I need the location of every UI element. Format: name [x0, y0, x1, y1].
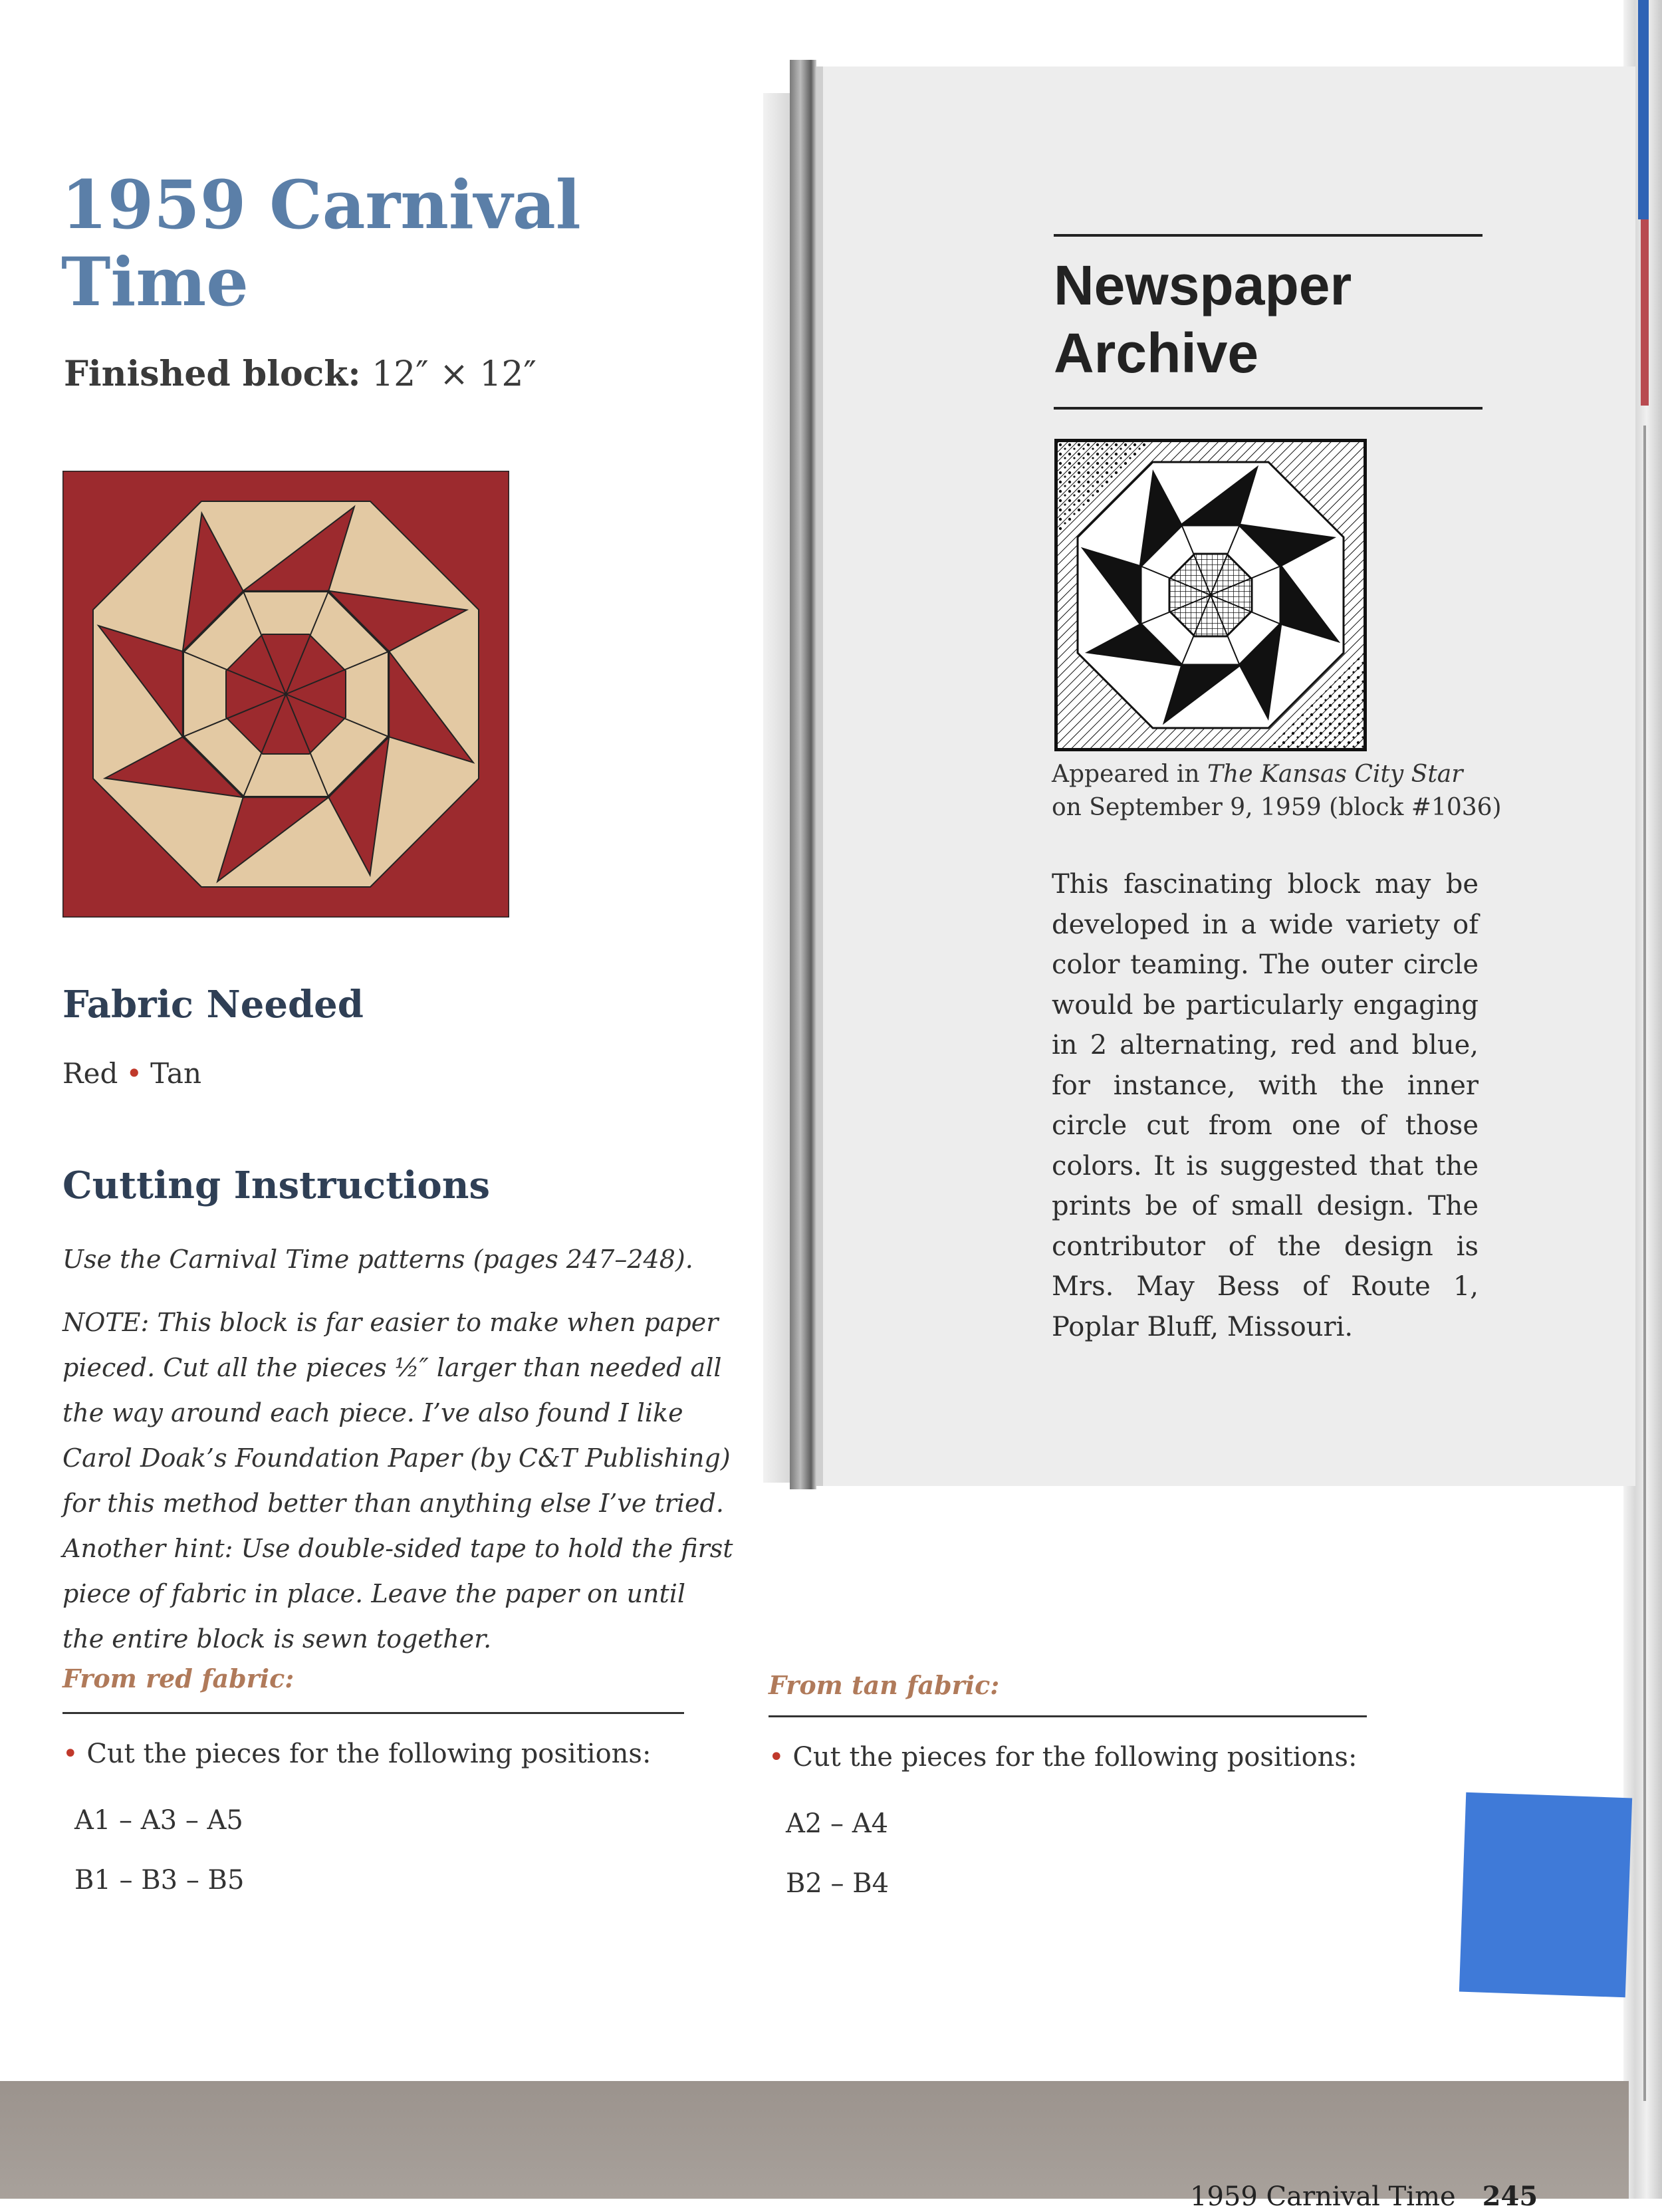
tan-fabric-heading: From tan fabric:	[769, 1670, 1000, 1700]
page-number: 245	[1482, 2181, 1538, 2212]
tan-fabric-bullet-text: Cut the pieces for the following positions:	[792, 1742, 1358, 1773]
archive-bottom-rule	[1054, 407, 1483, 410]
finished-size: 12″ × 12″	[372, 354, 536, 394]
archive-text: This fascinating block may be developed in a wide variety of color teaming. The outer circle would be particularly engaging in 2 alternating, red and blue, for instance, with the inner circle cut from one of those colors. It is suggested that the prints be of small design. The contributor of the design is Mrs. May Bess of Route 1, Poplar Bluff, Missouri.	[1052, 869, 1479, 1342]
page-footer	[1190, 2181, 1538, 2212]
blue-tape	[1459, 1792, 1632, 1998]
archive-caption	[1052, 758, 1502, 824]
archive-title-line-2: Archive	[1054, 322, 1259, 384]
running-title: 1959 Carnival Time	[1190, 2181, 1456, 2212]
red-positions-a: A1 – A3 – A5	[74, 1805, 243, 1836]
caption-date: on September 9, 1959 (block #1036)	[1052, 794, 1502, 821]
quilt-block-illustration	[62, 471, 509, 918]
red-fabric-heading: From red fabric:	[62, 1663, 295, 1693]
red-positions-b: B1 – B3 – B5	[74, 1865, 245, 1896]
tan-fabric-bullet	[769, 1742, 1357, 1773]
tan-positions-b: B2 – B4	[786, 1868, 890, 1899]
red-fabric-bullet-text: Cut the pieces for the following positions:	[86, 1739, 652, 1769]
fabric-needed-heading: Fabric Needed	[62, 983, 364, 1027]
cutting-instructions-heading: Cutting Instructions	[62, 1164, 491, 1207]
archive-block-illustration	[1054, 439, 1367, 751]
bullet-dot: •	[62, 1739, 78, 1769]
fabric-item-red: Red	[62, 1057, 118, 1090]
bullet-dot: •	[769, 1742, 784, 1773]
finished-block-size	[64, 354, 536, 394]
red-fabric-bullet	[62, 1739, 651, 1769]
newspaper-fold-edge	[790, 60, 816, 1489]
page-title	[61, 166, 581, 320]
archive-title-line-1: Newspaper	[1054, 254, 1352, 316]
fabric-list	[62, 1057, 201, 1090]
archive-top-rule	[1054, 234, 1483, 237]
title-line-2: Time	[61, 243, 249, 321]
red-fabric-rule	[62, 1712, 684, 1714]
title-line-1: 1959 Carnival	[61, 166, 581, 244]
fabric-item-tan: Tan	[150, 1057, 201, 1090]
tan-fabric-rule	[769, 1715, 1367, 1717]
cutting-intro: Use the Carnival Time patterns (pages 247–248).	[62, 1245, 693, 1274]
archive-title	[1054, 251, 1352, 387]
tan-positions-a: A2 – A4	[786, 1808, 889, 1839]
bullet-dot: •	[126, 1057, 143, 1090]
finished-label: Finished block:	[64, 354, 361, 394]
cutting-note: NOTE: This block is far easier to make when paper pieced. Cut all the pieces ½″ larger than needed all the way around each piece. I’ve also found I like Carol Doak’s Foundation Paper (by C&T Publishing) for this method better than anything else I’ve tried. Another hint: Use double-sided tape to hold the first piece of fabric in place. Leave the paper on until the entire block is sewn together.	[62, 1308, 733, 1654]
caption-prefix: Appeared in	[1052, 761, 1207, 788]
caption-source: The Kansas City Star	[1207, 761, 1463, 788]
